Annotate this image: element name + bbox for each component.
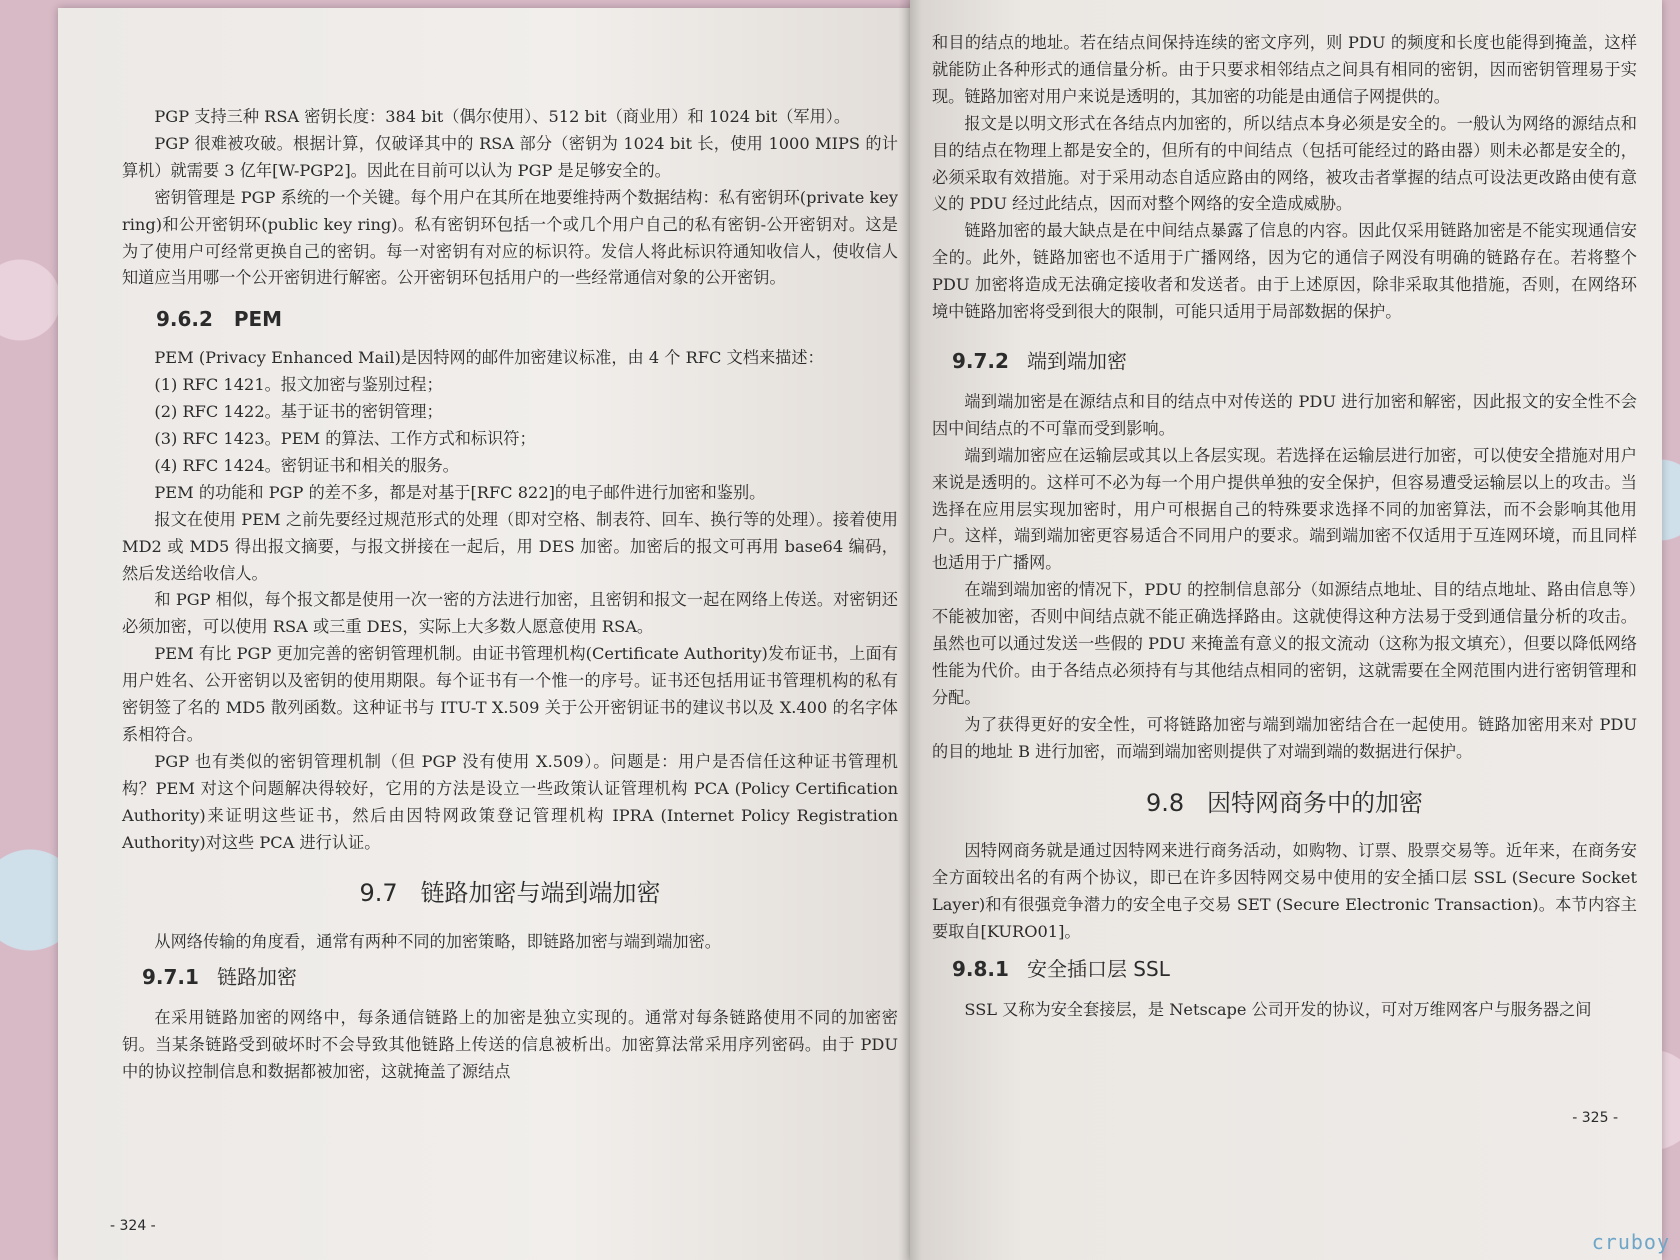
paragraph: 因特网商务就是通过因特网来进行商务活动，如购物、订票、股票交易等。近年来，在商务安全方面较出名的有两个协议，即已在许多因特网交易中使用的安全插口层 SSL (Secure Socket Layer)和有很强竞争潜力的安全电子交易 SET (Secure Electronic Transaction)。本节内容主要取自[KURO01]。 bbox=[932, 841, 1637, 942]
section-number: 9.7 bbox=[359, 879, 398, 908]
section-heading-9-8 bbox=[932, 790, 1637, 817]
paragraph: 和 PGP 相似，每个报文都是使用一次一密的方法进行加密，且密钥和报文一起在网络上传送。对密钥还必须加密，可以使用 RSA 或三重 DES，实际上大多数人愿意使用 RSA。 bbox=[122, 590, 898, 637]
paragraph: 为了获得更好的安全性，可将链路加密与端到端加密结合在一起使用。链路加密用来对 PDU 的目的地址 B 进行加密，而端到端加密则提供了对端到端的数据进行保护。 bbox=[932, 714, 1637, 761]
section-heading-9-7-2 bbox=[952, 348, 1637, 375]
page-number: - 325 - bbox=[1572, 1110, 1618, 1126]
section-heading-9-8-1 bbox=[952, 956, 1637, 983]
paragraph: PGP 支持三种 RSA 密钥长度：384 bit（偶尔使用）、512 bit（商业用）和 1024 bit（军用）。 bbox=[154, 107, 851, 126]
paragraph: 密钥管理是 PGP 系统的一个关键。每个用户在其所在地要维持两个数据结构：私有密钥环(private key ring)和公开密钥环(public key ring)。私有密钥环包括一个或几个用户自己的私有密钥-公开密钥对。这是为了使用户可经常更换自己的密钥。每一对密钥有对应的标识符。发信人将此标识符通知收信人，使收信人知道应当用哪一个公开密钥进行解密。公开密钥环包括用户的一些经常通信对象的公开密钥。 bbox=[122, 187, 898, 288]
section-heading-9-6-2 bbox=[156, 306, 898, 333]
list-item: (1) RFC 1421。报文加密与鉴别过程； bbox=[154, 375, 443, 395]
section-title: 因特网商务中的加密 bbox=[1207, 788, 1424, 817]
paragraph: 在采用链路加密的网络中，每条通信链路上的加密是独立实现的。通常对每条链路使用不同的加密密钥。当某条链路受到破坏时不会导致其他链路上传送的信息被析出。加密算法常采用序列密码。由于 PDU 中的协议控制信息和数据都被加密，这就掩盖了源结点 bbox=[122, 1008, 898, 1081]
section-title: PEM bbox=[233, 307, 283, 332]
paragraph: 端到端加密是在源结点和目的结点中对传送的 PDU 进行加密和解密，因此报文的安全性不会因中间结点的不可靠而受到影响。 bbox=[932, 391, 1637, 438]
paragraph: 端到端加密应在运输层或其以上各层实现。若选择在运输层进行加密，可以使安全措施对用户来说是透明的。这样可不必为每一个用户提供单独的安全保护，但容易遭受运输层以上的攻击。当选择在应用层实现加密时，用户可根据自己的特殊要求选择不同的加密算法，而不会影响其他用户。这样，端到端加密更容易适合不同用户的要求。端到端加密不仅适用于互连网环境，而且同样也适用于广播网。 bbox=[932, 445, 1637, 573]
section-number: 9.8 bbox=[1145, 788, 1185, 817]
left-page bbox=[58, 8, 910, 1260]
paragraph: PEM 的功能和 PGP 的差不多，都是对基于[RFC 822]的电子邮件进行加密和鉴别。 bbox=[154, 482, 766, 502]
paragraph: 和目的结点的地址。若在结点间保持连续的密文序列，则 PDU 的频度和长度也能得到掩盖，这样就能防止各种形式的通信量分析。由于只要求相邻结点之间具有相同的密钥，因而密钥管理易于实现。链路加密对用户来说是透明的，其加密的功能是由通信子网提供的。 bbox=[932, 33, 1637, 106]
section-title: 端到端加密 bbox=[1026, 348, 1127, 373]
section-number: 9.7.2 bbox=[952, 348, 1009, 373]
list-item: (3) RFC 1423。PEM 的算法、工作方式和标识符； bbox=[154, 428, 536, 448]
paragraph: PGP 很难被攻破。根据计算，仅破译其中的 RSA 部分（密钥为 1024 bit 长，使用 1000 MIPS 的计算机）就需要 3 亿年[W-PGP2]。因此在目前可以认为 PGP 是足够安全的。 bbox=[122, 133, 898, 180]
section-heading-9-7 bbox=[122, 880, 898, 907]
section-title: 链路加密与端到端加密 bbox=[420, 879, 661, 908]
list-item: (4) RFC 1424。密钥证书和相关的服务。 bbox=[154, 455, 459, 475]
right-page bbox=[910, 0, 1662, 1260]
section-title: 安全插口层 SSL bbox=[1026, 957, 1170, 982]
watermark-text: cruboy bbox=[1591, 1230, 1670, 1254]
paragraph: 链路加密的最大缺点是在中间结点暴露了信息的内容。因此仅采用链路加密是不能实现通信安全的。此外，链路加密也不适用于广播网络，因为它的通信子网没有明确的链路存在。若将整个 PDU 加密将造成无法确定接收者和发送者。由于上述原因，除非采取其他措施，否则，在网络环境中链路加密将受到很大的限制，可能只适用于局部数据的保护。 bbox=[932, 221, 1637, 322]
paragraph: 从网络传输的角度看，通常有两种不同的加密策略，即链路加密与端到端加密。 bbox=[154, 932, 721, 952]
right-page-content bbox=[932, 30, 1637, 1024]
paragraph: 报文在使用 PEM 之前先要经过规范形式的处理（即对空格、制表符、回车、换行等的处理）。接着使用 MD2 或 MD5 得出报文摘要，与报文拼接在一起后，用 DES 加密。加密后的报文可再用 base64 编码，然后发送给收信人。 bbox=[122, 509, 898, 583]
section-number: 9.6.2 bbox=[156, 307, 213, 332]
paragraph: 在端到端加密的情况下，PDU 的控制信息部分（如源结点地址、目的结点地址、路由信息等）不能被加密，否则中间结点就不能正确选择路由。这就使得这种方法易于受到通信量分析的攻击。虽然也可以通过发送一些假的 PDU 来掩盖有意义的报文流动（这称为报文填充），但要以降低网络性能为代价。由于各结点必须持有与其他结点相同的密钥，这就需要在全网范围内进行密钥管理和分配。 bbox=[932, 580, 1637, 707]
section-heading-9-7-1 bbox=[142, 964, 898, 991]
paragraph: PEM 有比 PGP 更加完善的密钥管理机制。由证书管理机构(Certificate Authority)发布证书，上面有用户姓名、公开密钥以及密钥的使用期限。每个证书有一个惟一的序号。证书还包括用证书管理机构的私有密钥签了名的 MD5 散列函数。这种证书与 ITU-T X.509 关于公开密钥证书的建议书以及 X.400 的名字体系相符合。 bbox=[122, 644, 898, 744]
paragraph: PGP 也有类似的密钥管理机制（但 PGP 没有使用 X.509）。问题是：用户是否信任这种证书管理机构？PEM 对这个问题解决得较好，它用的方法是设立一些政策认证管理机构 PCA (Policy Certification Authority)来证明这些证书，然后由因特网政策登记管理机构 IPRA (Internet Policy Registration Authority)对这些 PCA 进行认证。 bbox=[122, 751, 898, 852]
paragraph: SSL 又称为安全套接层，是 Netscape 公司开发的协议，可对万维网客户与服务器之间 bbox=[964, 1000, 1592, 1019]
list-item: (2) RFC 1422。基于证书的密钥管理； bbox=[154, 402, 443, 422]
book-gutter bbox=[898, 0, 922, 1260]
page-number: - 324 - bbox=[110, 1218, 156, 1234]
paragraph: PEM (Privacy Enhanced Mail)是因特网的邮件加密建议标准，由 4 个 RFC 文档来描述： bbox=[154, 348, 824, 368]
left-page-content bbox=[122, 104, 898, 1086]
section-number: 9.8.1 bbox=[952, 957, 1009, 982]
section-number: 9.7.1 bbox=[142, 965, 199, 990]
section-title: 链路加密 bbox=[216, 965, 297, 990]
paragraph: 报文是以明文形式在各结点内加密的，所以结点本身必须是安全的。一般认为网络的源结点和目的结点在物理上都是安全的，但所有的中间结点（包括可能经过的路由器）则未必都是安全的，必须采取有效措施。对于采用动态自适应路由的网络，被攻击者掌握的结点可设法更改路由使有意义的 PDU 经过此结点，因而对整个网络的安全造成威胁。 bbox=[932, 113, 1637, 214]
